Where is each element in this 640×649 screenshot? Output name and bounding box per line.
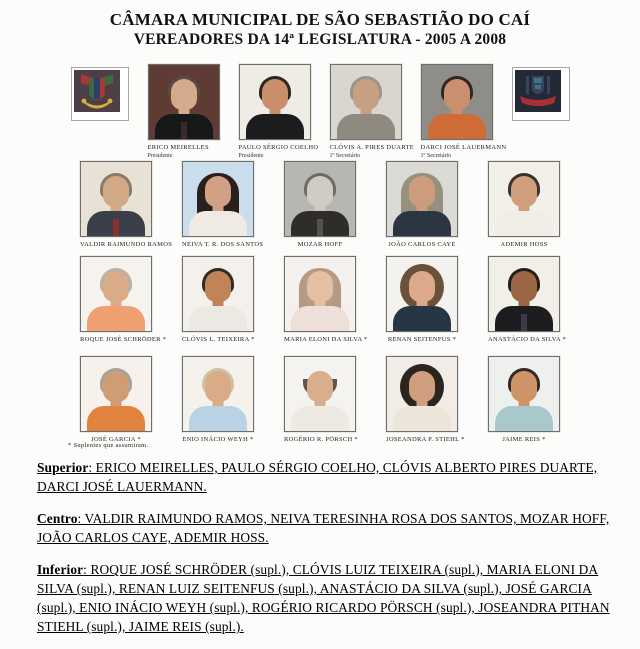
silhouette-head [171,79,197,110]
silhouette-shoulders [189,406,247,432]
legend-label: Inferior [37,562,84,577]
member-card [329,64,415,160]
member-photo [148,64,220,140]
member-name: JOÃO CARLOS CAYE [388,241,456,248]
silhouette-head [444,79,470,110]
silhouette-head [353,79,379,110]
member-card [182,256,254,344]
member-photo [488,161,560,237]
member-name: CLÓVIS A. PIRES DUARTE [329,144,415,151]
member-card [488,161,560,249]
members-row-center [0,161,640,249]
page-title-line2: VEREADORES DA 14ª LEGISLATURA - 2005 A 2008 [133,31,507,48]
member-card [420,64,507,160]
silhouette-head [511,271,537,302]
member-role: Presidente [238,153,264,159]
member-photo [284,356,356,432]
silhouette-head [205,271,231,302]
member-name: VALDIR RAIMUNDO RAMOS [80,241,173,248]
footnote: * Suplentes que assumiram. [68,442,149,449]
member-card [386,161,458,249]
member-name: RENAN SEITENFUS * [387,336,457,343]
silhouette-shoulders [291,306,349,332]
silhouette-shoulders [189,306,247,332]
silhouette-tie [181,122,187,139]
silhouette-tie [521,314,527,331]
member-role: 1º Secretário [420,153,452,159]
member-card [284,161,356,249]
member-card [488,356,560,444]
coat-of-arms-right-frame [512,67,570,121]
member-name: ADEMIR HOSS [500,241,548,248]
silhouette-head [205,176,231,207]
member-name: ERICO MEIRELLES [147,144,209,151]
member-photo [284,256,356,332]
legend-paragraph [37,509,614,547]
silhouette-shoulders [87,406,145,432]
silhouette-head [409,271,435,302]
coat-of-arms-left-frame [71,67,129,121]
member-name: JOSÉ GARCIA * [91,436,141,443]
member-name: ENIO INÁCIO WEYH * [182,436,254,443]
member-photo [182,256,254,332]
member-photo [488,356,560,432]
member-name: JOSEANDRA P. STIEHL * [386,436,465,443]
legend-label: Centro [37,511,78,526]
member-card [148,64,220,160]
legend [37,458,614,649]
state-coat-of-arms-icon [74,70,120,112]
member-card [182,161,264,249]
member-card [386,256,458,344]
member-card [80,161,173,249]
member-role: Presidente [147,153,173,159]
members-row-bottom [0,356,640,444]
silhouette-head [409,371,435,402]
silhouette-head [307,271,333,302]
silhouette-shoulders [393,406,451,432]
member-card [284,356,356,444]
silhouette-head [103,271,129,302]
legend-paragraph [37,560,614,636]
member-card [182,356,254,444]
member-name: MOZAR HOFF [297,241,343,248]
member-photo [80,356,152,432]
municipal-coat-of-arms-icon [515,70,561,112]
silhouette-head [307,176,333,207]
silhouette-shoulders [189,211,247,237]
legend-text: : ROQUE JOSÉ SCHRÖDER (supl.), CLÓVIS LUIZ TEIXEIRA (supl.), MARIA ELONI DA SILVA (supl.), RENAN LUIZ SEITENFUS (supl.), ANASTÁCIO DA SILVA (supl.), JOSÉ GARCIA (supl.), ENIO INÁCIO WEYH (supl.), ROGÉRIO RICARDO PÖRSCH (supl.), JOSEANDRA PITHAN STIEHL (supl.), JAIME REIS (supl.). [37,562,610,634]
member-name: MARIA ELONI DA SILVA * [284,336,368,343]
member-card [80,356,152,444]
legend-label: Superior [37,460,89,475]
silhouette-tie [317,219,323,236]
member-name: DARCI JOSÉ LAUERMANN [420,144,507,151]
member-role: 1º Secretário [329,153,361,159]
silhouette-head [205,371,231,402]
member-card [80,256,167,344]
silhouette-shoulders [337,114,395,140]
silhouette-shoulders [428,114,486,140]
silhouette-shoulders [246,114,304,140]
member-name: ROQUE JOSÉ SCHRÖDER * [80,336,167,343]
board-row [0,64,640,160]
silhouette-shoulders [495,406,553,432]
member-photo [421,64,493,140]
silhouette-shoulders [495,211,553,237]
member-name: JAIME REIS * [502,436,546,443]
member-photo [182,356,254,432]
silhouette-head [511,176,537,207]
member-photo [330,64,402,140]
silhouette-head [103,371,129,402]
silhouette-head [262,79,288,110]
member-photo [182,161,254,237]
members-row-lower [0,256,640,344]
silhouette-head [409,176,435,207]
member-photo [386,161,458,237]
member-photo [239,64,311,140]
silhouette-head [511,371,537,402]
member-name: CLÓVIS L. TEIXEIRA * [182,336,255,343]
silhouette-head [307,371,333,402]
member-card [284,256,368,344]
silhouette-shoulders [87,306,145,332]
member-name: ANASTÁCIO DA SILVA * [488,336,567,343]
silhouette-shoulders [393,306,451,332]
legend-text: : VALDIR RAIMUNDO RAMOS, NEIVA TERESINHA ROSA DOS SANTOS, MOZAR HOFF, JOÃO CARLOS CAYE, ADEMIR HOSS. [37,511,610,545]
member-name: ROGÉRIO R. PÖRSCH * [284,436,358,443]
member-photo [284,161,356,237]
silhouette-shoulders [393,211,451,237]
legend-text: : ERICO MEIRELLES, PAULO SÉRGIO COELHO, CLÓVIS ALBERTO PIRES DUARTE, DARCI JOSÉ LAUERMANN. [37,460,598,494]
member-photo [386,356,458,432]
silhouette-tie [113,219,119,236]
member-card [238,64,319,160]
legend-paragraph [37,458,614,496]
member-card [386,356,465,444]
member-photo [386,256,458,332]
member-photo [80,161,152,237]
silhouette-head [103,176,129,207]
member-card [488,256,567,344]
silhouette-shoulders [291,406,349,432]
member-name: NEIVA T. R. DOS SANTOS [182,241,264,248]
page-title-line1: CÂMARA MUNICIPAL DE SÃO SEBASTIÃO DO CAÍ [109,10,531,29]
member-photo [488,256,560,332]
member-name: PAULO SÉRGIO COELHO [238,144,319,151]
member-photo [80,256,152,332]
page-title [0,9,640,50]
